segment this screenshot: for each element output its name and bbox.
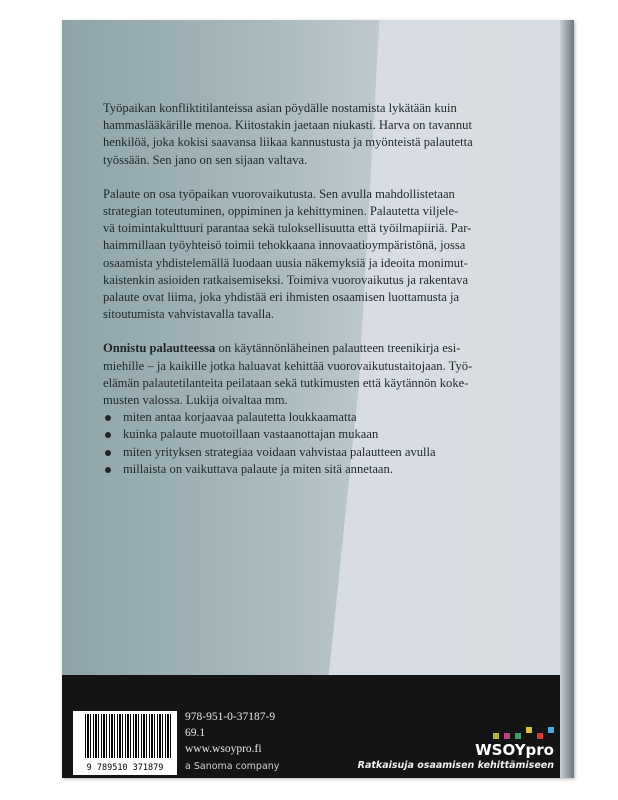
logo-square: [504, 733, 510, 739]
book-back-cover: [62, 20, 574, 778]
paragraph-2: Palaute on osa työpaikan vuorovaikutusta. Sen avulla mahdollistetaan strategian toteutuminen, oppiminen ja kehittyminen. Palautetta viljele- vä toimintakulttuuri parantaa sekä tuloksellisuutta että työilmapiiriä. Par- haimmillaan työyhteisö toimii tehokkaana innovaatioympäristönä, jossa osaamista yhdistelemällä luodaan uusia näkemyksiä ja ideoita monimut- kaistenkin asioiden ratkaisemiseksi. Toimiva vuorovaikutus ja rakentava palaute ovat liima, joka yhdistää eri ihmisten osaamisen luottamusta ja sitoutumista vahvistavalla tavalla.: [103, 186, 472, 322]
logo-square: [537, 733, 543, 739]
book-title: Onnistu palautteessa: [103, 341, 216, 356]
bullet-item: miten antaa korjaavaa palautetta loukkaamatta: [103, 409, 533, 426]
book-edge: [560, 20, 574, 778]
bullet-list: [103, 409, 533, 478]
publisher-logo: [475, 725, 554, 759]
bullet-item: millaista on vaikuttava palaute ja miten sitä annetaan.: [103, 461, 533, 478]
brand-name: WSOYpro: [475, 741, 554, 759]
intro-text: on käytännönläheinen palautteen treenikirja esi- miehille – ja kaikille jotka haluavat kehittää vuorovaikutustaitojaan. Työ- elämän palautetilanteita peilataan sekä tutkimusten että käytännön koke- musten valossa. Lukija oivaltaa mm.: [103, 341, 473, 408]
logo-square: [493, 733, 499, 739]
paragraph-1: Työpaikan konfliktitilanteissa asian pöydälle nostamista lykätään kuin hammaslääkärille menoa. Kiitostakin jaetaan niukasti. Harva on tavannut henkilöä, joka kokisi saavansa liikaa kannustusta ja myönteistä palautetta työssään. Sen jano on sen sijaan valtava.: [103, 101, 473, 167]
footer-band: [62, 675, 574, 778]
company-note: a Sanoma company: [185, 761, 280, 772]
bullet-item: miten yrityksen strategiaa voidaan vahvistaa palautteen avulla: [103, 444, 533, 461]
logo-square: [515, 733, 521, 739]
classification: 69.1: [185, 727, 206, 739]
logo-square: [526, 727, 532, 733]
tagline: Ratkaisuja osaamisen kehittämiseen: [357, 760, 554, 771]
publication-info: [185, 709, 275, 757]
bullet-item: kuinka palaute muotoillaan vastaanottajan mukaan: [103, 426, 533, 443]
cover-text: [103, 100, 533, 478]
website: www.wsoypro.fi: [185, 743, 262, 755]
isbn: 978-951-0-37187-9: [185, 711, 276, 723]
barcode-bars: [85, 714, 173, 758]
barcode-number: 9 789510 371879: [86, 763, 164, 773]
barcode: [73, 711, 177, 775]
logo-squares: [475, 725, 554, 739]
logo-square: [548, 727, 554, 733]
intro-paragraph: [103, 340, 533, 409]
